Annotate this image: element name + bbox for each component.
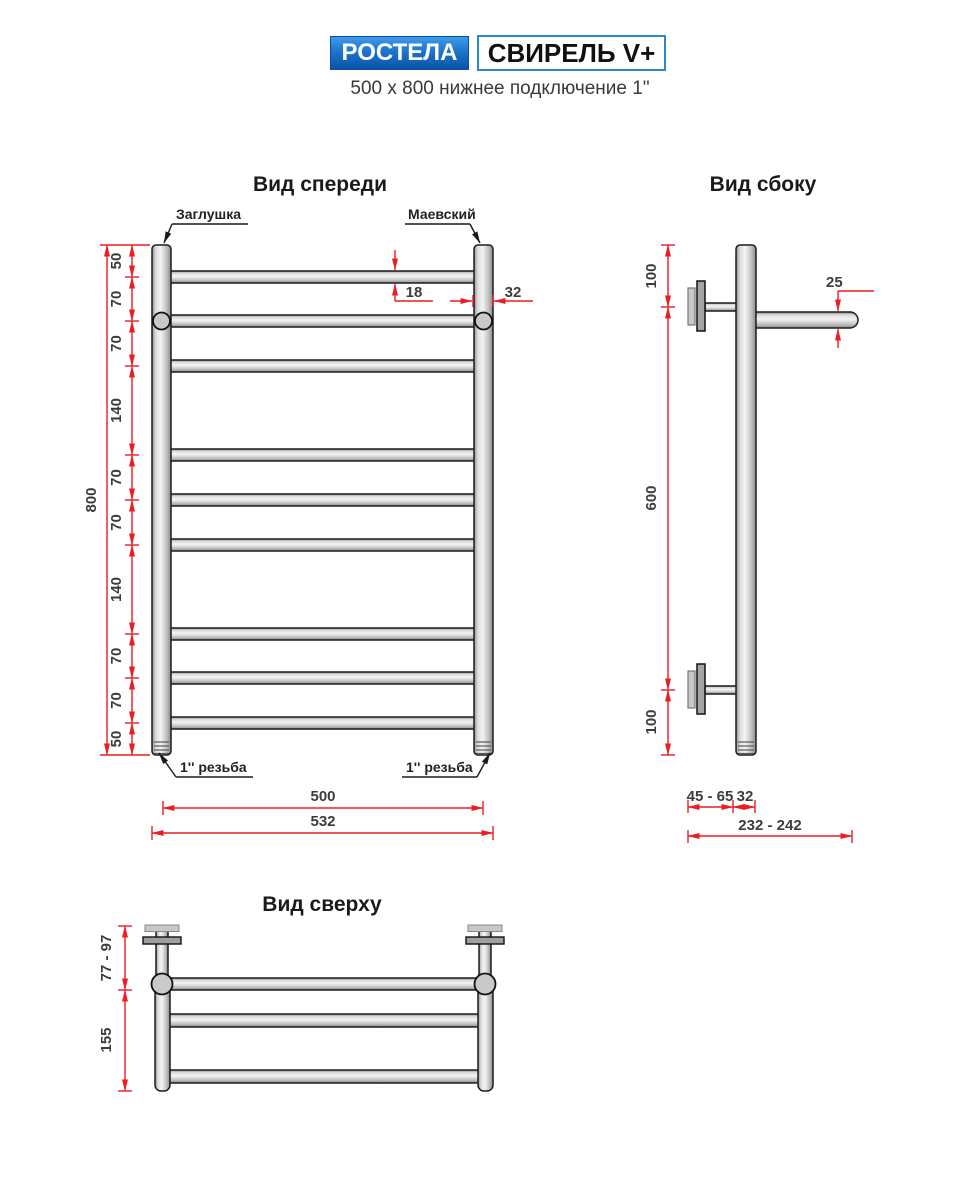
wall-plate-top <box>688 288 695 325</box>
pivot-joint-right <box>475 313 492 330</box>
rung <box>160 449 484 461</box>
drawing-subtitle: 500 x 800 нижнее подключение 1" <box>350 78 650 99</box>
wall-plate-right <box>468 925 502 932</box>
side-view <box>643 173 874 843</box>
dim-232-242-text: 232 - 242 <box>738 817 802 834</box>
front-view-title: Вид спереди <box>252 173 388 196</box>
dim-chain-text: 140 <box>108 576 125 603</box>
top-rail <box>162 978 485 990</box>
dim-chain-text: 50 <box>108 252 125 270</box>
bracket-flange-top <box>697 281 705 331</box>
dim-overall-width <box>152 813 493 840</box>
rung <box>160 539 484 551</box>
rung <box>160 628 484 640</box>
dim-chain-text: 70 <box>108 469 125 486</box>
bracket-flange-left <box>143 937 181 944</box>
dim-overall-depth <box>688 817 852 843</box>
rung <box>160 494 484 506</box>
dim-18-text: 18 <box>405 284 423 301</box>
brand-label: РОСТЕЛА <box>341 39 458 66</box>
thread-right-text: 1'' резьба <box>406 759 473 775</box>
dim-chain-text: 70 <box>108 290 125 308</box>
rung <box>160 717 484 729</box>
dim-32-side-text: 32 <box>736 788 754 805</box>
label-thread-left <box>159 753 253 777</box>
shelf-bar-front <box>164 1070 482 1083</box>
pivot-joint-left-top <box>152 974 173 995</box>
dim-chain-text: 50 <box>108 730 125 748</box>
wall-plate-left <box>145 925 179 932</box>
dim-chain-text: 70 <box>108 514 125 531</box>
shelf-bar-side <box>746 312 858 328</box>
shelf-arm-right <box>478 984 493 1091</box>
dim-45-65-text: 45 - 65 <box>686 788 734 805</box>
rung <box>160 360 484 372</box>
dim-600-text: 600 <box>643 485 660 511</box>
dim-top-vertical <box>98 926 132 1091</box>
post-side <box>736 245 756 755</box>
top-drawing <box>143 925 504 1091</box>
dim-chain-text: 70 <box>108 335 125 352</box>
bracket-flange-bottom <box>697 664 705 714</box>
dim-77-97-text: 77 - 97 <box>98 934 115 982</box>
dim-32-text: 32 <box>504 284 522 301</box>
bracket-stem-top <box>705 303 737 311</box>
front-view <box>83 173 533 840</box>
dim-800-text: 800 <box>83 487 100 513</box>
dim-532-text: 532 <box>310 813 336 830</box>
dim-chain-text: 70 <box>108 692 125 709</box>
side-drawing <box>688 245 858 755</box>
bracket-flange-right <box>466 937 504 944</box>
dim-total-height <box>83 245 150 755</box>
dim-bar-diameter <box>826 274 874 348</box>
top-view-title: Вид сверху <box>262 893 382 916</box>
shelf-bar-middle <box>164 1014 482 1027</box>
dim-chain-text: 70 <box>108 647 125 665</box>
pivot-joint-left <box>153 313 170 330</box>
dim-155-text: 155 <box>98 1027 115 1053</box>
dim-chain <box>108 245 139 755</box>
front-ladder <box>152 245 493 755</box>
dim-500-text: 500 <box>310 788 336 805</box>
dim-100-bottom-text: 100 <box>643 709 660 735</box>
label-valve-text: Маевский <box>408 206 476 222</box>
dim-100-top-text: 100 <box>643 263 660 289</box>
dim-axis-width <box>163 788 483 815</box>
label-plug-text: Заглушка <box>176 206 241 222</box>
dim-side-vertical <box>643 245 675 755</box>
label-plug <box>164 206 248 243</box>
rung <box>160 315 484 327</box>
rung <box>160 271 484 283</box>
dim-wall-clearance <box>687 788 755 813</box>
thread-left-text: 1'' резьба <box>180 759 247 775</box>
dim-chain-text: 140 <box>108 397 125 424</box>
wall-plate-bottom <box>688 671 695 708</box>
label-valve <box>405 206 480 243</box>
model-label: СВИРЕЛЬ V+ <box>487 37 656 68</box>
label-thread-right <box>402 753 490 777</box>
bracket-stem-bottom <box>705 686 737 694</box>
dim-25-text: 25 <box>826 274 843 291</box>
top-view <box>98 893 504 1091</box>
pivot-joint-right-top <box>475 974 496 995</box>
side-view-title: Вид сбоку <box>709 173 817 196</box>
shelf-arm-left <box>155 984 170 1091</box>
rung <box>160 672 484 684</box>
